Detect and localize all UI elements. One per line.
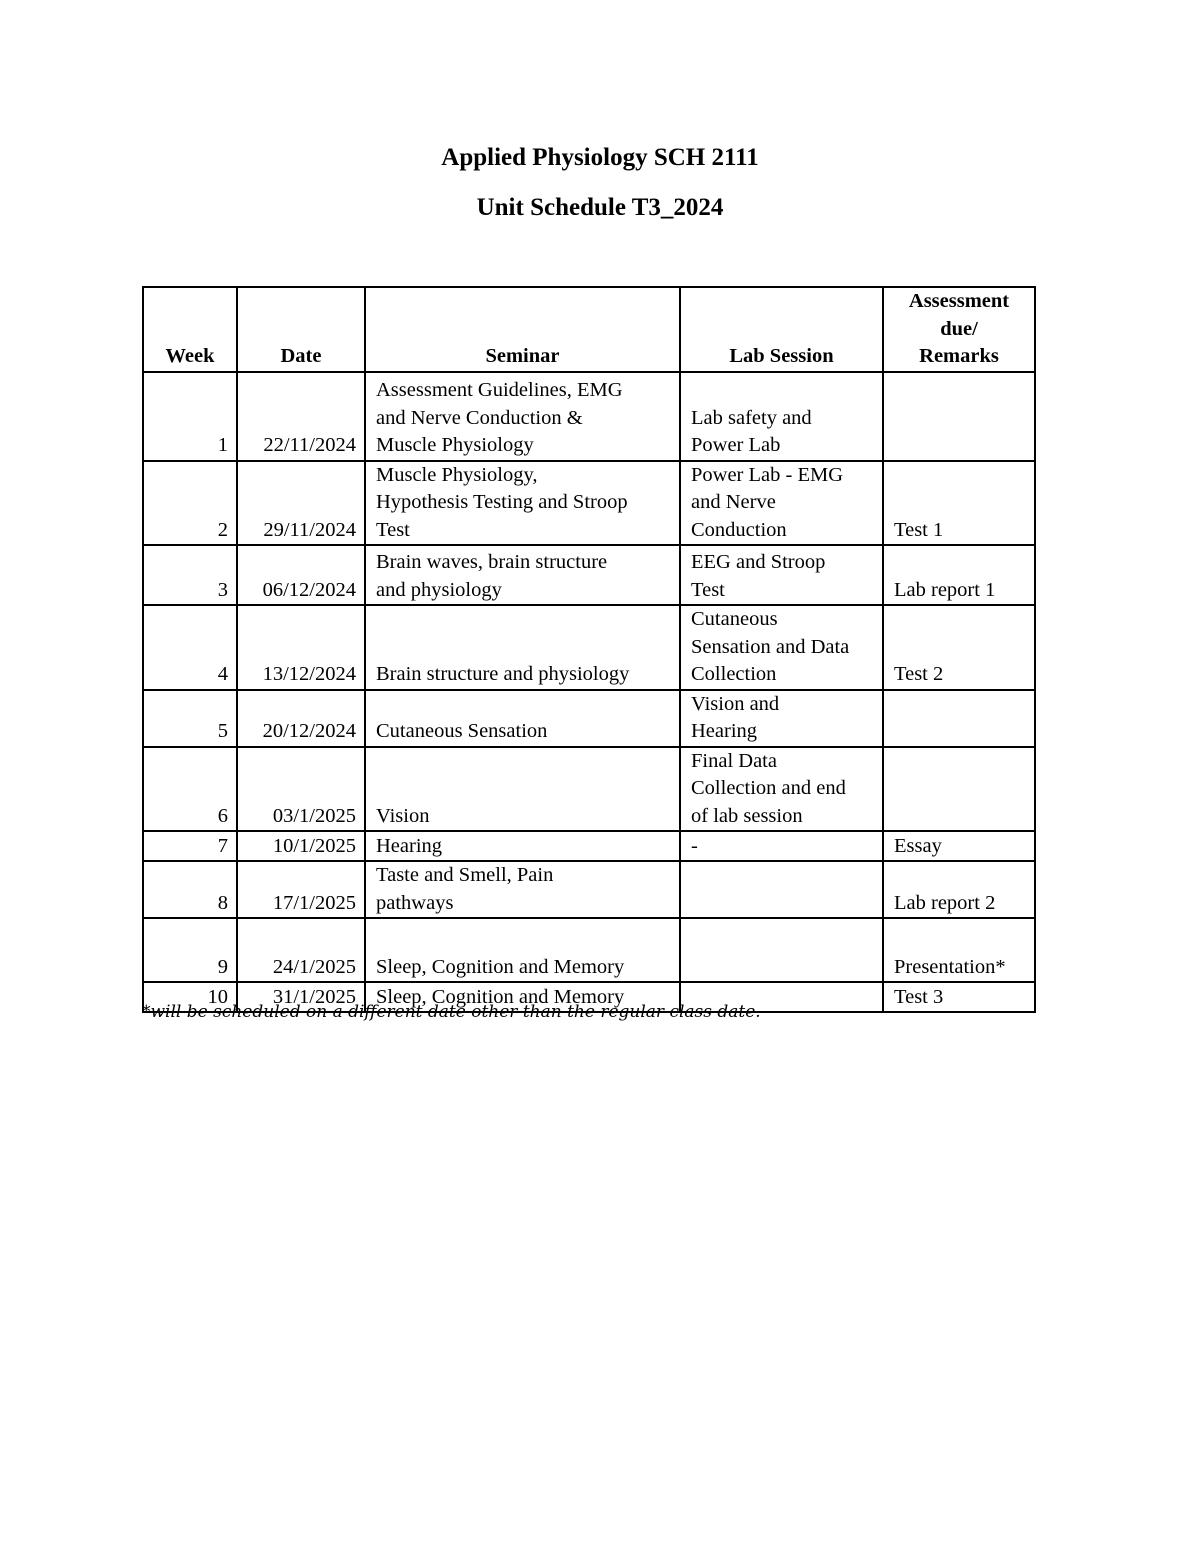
lab-session-cell-line: Power Lab [691, 434, 781, 456]
seminar-cell [365, 372, 680, 461]
remarks-cell [883, 918, 1035, 982]
lab-session-cell-line: - [691, 834, 698, 857]
seminar-cell [365, 747, 680, 832]
header-assessment-line: Assessment [908, 290, 1010, 312]
header-assessment-remarks [883, 287, 1035, 372]
remarks-cell-line: Presentation* [894, 955, 1006, 978]
week-cell: 10 [143, 982, 237, 1012]
remarks-cell-line: Essay [894, 834, 942, 857]
week-cell: 7 [143, 831, 237, 861]
date-cell: 06/12/2024 [237, 545, 365, 605]
date-cell: 13/12/2024 [237, 605, 365, 690]
seminar-cell-line: Sleep, Cognition and Memory [376, 985, 625, 1008]
seminar-cell-line: pathways [376, 891, 454, 914]
lab-session-cell [680, 545, 883, 605]
date-cell: 29/11/2024 [237, 461, 365, 546]
seminar-cell [365, 545, 680, 605]
date-cell: 03/1/2025 [237, 747, 365, 832]
header-lab-session: Lab Session [680, 287, 883, 372]
remarks-cell [883, 982, 1035, 1012]
lab-session-cell-line: Final Data [691, 749, 777, 772]
seminar-cell-line: Muscle Physiology, [376, 463, 538, 486]
footnote: *will be scheduled on a different date other than the regular class date. [142, 1002, 761, 1022]
remarks-cell [883, 372, 1035, 461]
table-row [143, 918, 1035, 982]
lab-session-cell-line: Power Lab - EMG [691, 463, 844, 486]
lab-session-cell [680, 690, 883, 747]
table-row [143, 545, 1035, 605]
seminar-cell-line: Brain waves, brain structure [376, 551, 608, 573]
header-assessment-line: due/ [940, 317, 978, 340]
seminar-cell-line: and Nerve Conduction & [376, 406, 583, 429]
remarks-cell-line: Lab report 1 [894, 578, 996, 601]
header-seminar: Seminar [365, 287, 680, 372]
lab-session-cell-line: and Nerve [691, 491, 776, 513]
table-row [143, 605, 1035, 690]
seminar-cell-line: Taste and Smell, Pain [376, 864, 554, 886]
seminar-cell-line: Cutaneous Sensation [376, 720, 548, 742]
table-row [143, 861, 1035, 918]
seminar-cell-line: Sleep, Cognition and Memory [376, 955, 625, 978]
table-row [143, 747, 1035, 832]
date-cell: 24/1/2025 [237, 918, 365, 982]
page-title: Applied Physiology SCH 2111 [441, 144, 759, 171]
seminar-cell [365, 861, 680, 918]
table-row [143, 461, 1035, 546]
seminar-cell [365, 461, 680, 546]
schedule-table [142, 286, 1036, 1013]
seminar-cell-line: Vision [376, 804, 430, 827]
remarks-cell [883, 605, 1035, 690]
lab-session-cell-line: Lab safety and [691, 406, 812, 429]
lab-session-cell-line: Collection [691, 663, 777, 685]
week-cell: 8 [143, 861, 237, 918]
seminar-cell-line: Muscle Physiology [376, 434, 534, 456]
lab-session-cell [680, 918, 883, 982]
seminar-cell-line: Brain structure and physiology [376, 663, 630, 685]
remarks-cell [883, 545, 1035, 605]
page-subtitle: Unit Schedule T3_2024 [476, 194, 724, 221]
seminar-cell-line: Hypothesis Testing and Stroop [376, 491, 628, 513]
remarks-cell-line: Test 1 [894, 518, 944, 541]
remarks-cell [883, 831, 1035, 861]
seminar-cell [365, 605, 680, 690]
remarks-cell-line: Test 2 [894, 663, 944, 685]
header-row [143, 287, 1035, 372]
seminar-cell-line: Assessment Guidelines, EMG [376, 379, 623, 401]
header-date: Date [237, 287, 365, 372]
lab-session-cell-line: Cutaneous [691, 608, 778, 630]
week-cell: 2 [143, 461, 237, 546]
lab-session-cell [680, 372, 883, 461]
schedule-body [143, 372, 1035, 1013]
lab-session-cell-line: Test [691, 578, 725, 601]
remarks-cell-line: Lab report 2 [894, 891, 996, 914]
lab-session-cell-line: EEG and Stroop [691, 551, 826, 573]
week-cell: 4 [143, 605, 237, 690]
remarks-cell-line: Test 3 [894, 985, 944, 1008]
header-week: Week [143, 287, 237, 372]
remarks-cell [883, 461, 1035, 546]
lab-session-cell [680, 747, 883, 832]
seminar-cell-line: and physiology [376, 578, 502, 601]
date-cell: 22/11/2024 [237, 372, 365, 461]
week-cell: 9 [143, 918, 237, 982]
week-cell: 6 [143, 747, 237, 832]
lab-session-cell [680, 461, 883, 546]
date-cell: 31/1/2025 [237, 982, 365, 1012]
table-row [143, 831, 1035, 861]
week-cell: 3 [143, 545, 237, 605]
lab-session-cell [680, 831, 883, 861]
week-cell: 5 [143, 690, 237, 747]
lab-session-cell-line: Conduction [691, 518, 787, 541]
seminar-cell-line: Hearing [376, 834, 443, 857]
week-cell: 1 [143, 372, 237, 461]
remarks-cell [883, 861, 1035, 918]
table-row [143, 690, 1035, 747]
seminar-cell [365, 831, 680, 861]
table-row [143, 372, 1035, 461]
remarks-cell [883, 747, 1035, 832]
header-assessment-line: Remarks [919, 345, 999, 367]
lab-session-cell-line: Sensation and Data [691, 635, 850, 658]
lab-session-cell [680, 861, 883, 918]
seminar-cell [365, 918, 680, 982]
lab-session-cell-line: of lab session [691, 804, 803, 827]
seminar-cell [365, 690, 680, 747]
lab-session-cell [680, 605, 883, 690]
seminar-cell-line: Test [376, 518, 410, 541]
lab-session-cell-line: Collection and end [691, 777, 846, 799]
date-cell: 17/1/2025 [237, 861, 365, 918]
lab-session-cell-line: Vision and [691, 692, 780, 715]
lab-session-cell-line: Hearing [691, 720, 758, 742]
remarks-cell [883, 690, 1035, 747]
date-cell: 20/12/2024 [237, 690, 365, 747]
date-cell: 10/1/2025 [237, 831, 365, 861]
